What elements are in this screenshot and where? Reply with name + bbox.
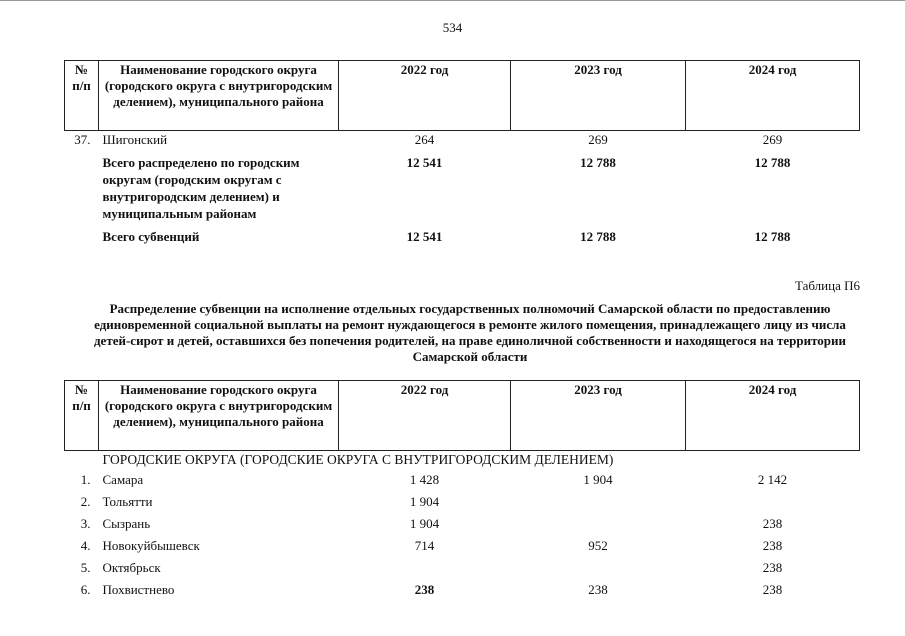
row-number: 3. bbox=[80, 516, 91, 531]
value-2024: 2 142 bbox=[757, 472, 788, 487]
col-header-number: № п/п bbox=[65, 61, 99, 131]
table-header-row bbox=[65, 381, 860, 451]
section-spacer bbox=[65, 451, 99, 469]
value-2023: 238 bbox=[588, 582, 608, 597]
table-row-total-subventions bbox=[65, 222, 860, 245]
value-2022: 1 904 bbox=[409, 516, 440, 531]
table-row bbox=[65, 488, 860, 510]
row-number: 37. bbox=[74, 132, 91, 147]
value-2023: 269 bbox=[588, 132, 608, 147]
row-name: Похвистнево bbox=[102, 582, 175, 597]
row-name: Тольятти bbox=[102, 494, 153, 509]
table-row bbox=[65, 131, 860, 149]
table-header-row bbox=[65, 61, 860, 131]
table-row bbox=[65, 532, 860, 554]
value-2024: 238 bbox=[762, 582, 783, 597]
table-caption: Таблица П6 bbox=[795, 278, 860, 293]
col-header-2024: 2024 год bbox=[686, 381, 860, 451]
subvention-table-1 bbox=[64, 60, 860, 245]
value-2023: 12 788 bbox=[580, 155, 616, 170]
col-header-2022: 2022 год bbox=[339, 61, 511, 131]
value-2024: 238 bbox=[762, 516, 783, 531]
row-number: 1. bbox=[80, 472, 91, 487]
col-header-name: Наименование городского округа (городского округа с внутригородским делением), муниципального района bbox=[99, 61, 339, 131]
col-header-number: № п/п bbox=[65, 381, 99, 451]
col-header-2023: 2023 год bbox=[511, 61, 686, 131]
row-name: Шигонский bbox=[102, 132, 168, 147]
row-number: 6. bbox=[80, 582, 91, 597]
value-2023 bbox=[511, 554, 686, 576]
value-2024: 269 bbox=[762, 132, 783, 147]
value-2022: 238 bbox=[414, 582, 435, 597]
row-number: 4. bbox=[80, 538, 91, 553]
row-number bbox=[65, 148, 99, 222]
col-header-name: Наименование городского округа (городского округа с внутригородским делением), муниципального района bbox=[99, 381, 339, 451]
value-2022: 264 bbox=[414, 132, 435, 147]
value-2022 bbox=[339, 554, 511, 576]
subvention-table-2 bbox=[64, 380, 860, 598]
value-2023 bbox=[511, 488, 686, 510]
top-border-line bbox=[0, 0, 905, 1]
value-2022: 1 904 bbox=[409, 494, 440, 509]
page-number: 534 bbox=[442, 20, 463, 35]
col-header-2024: 2024 год bbox=[686, 61, 860, 131]
table-row bbox=[65, 468, 860, 488]
value-2022: 12 541 bbox=[406, 155, 443, 170]
value-2023: 1 904 bbox=[583, 472, 613, 487]
value-2024: 238 bbox=[762, 538, 783, 553]
value-2023 bbox=[511, 510, 686, 532]
table-row-total-distributed bbox=[65, 148, 860, 222]
col-header-2022: 2022 год bbox=[339, 381, 511, 451]
value-2023: 952 bbox=[588, 538, 608, 553]
row-name: Всего распределено по городским округам (городским округам с внутригородским делением) и муниципальным районам bbox=[102, 155, 300, 221]
row-name: Самара bbox=[102, 472, 144, 487]
table-row bbox=[65, 510, 860, 532]
value-2022: 12 541 bbox=[406, 229, 443, 244]
row-name: Октябрьск bbox=[102, 560, 161, 575]
value-2022: 1 428 bbox=[409, 472, 440, 487]
row-number bbox=[65, 222, 99, 245]
table-row bbox=[65, 554, 860, 576]
row-name: Сызрань bbox=[102, 516, 151, 531]
value-2022: 714 bbox=[414, 538, 435, 553]
row-name: Всего субвенций bbox=[102, 229, 200, 244]
table-row bbox=[65, 576, 860, 598]
value-2023: 12 788 bbox=[580, 229, 616, 244]
row-name: Новокуйбышевск bbox=[102, 538, 200, 553]
value-2024: 12 788 bbox=[754, 155, 791, 170]
value-2024 bbox=[686, 488, 860, 510]
col-header-2023: 2023 год bbox=[511, 381, 686, 451]
value-2024: 238 bbox=[762, 560, 783, 575]
row-number: 2. bbox=[80, 494, 91, 509]
section-row bbox=[65, 451, 860, 469]
value-2024: 12 788 bbox=[754, 229, 791, 244]
row-number: 5. bbox=[80, 560, 91, 575]
section-heading: ГОРОДСКИЕ ОКРУГА (ГОРОДСКИЕ ОКРУГА С ВНУТРИГОРОДСКИМ ДЕЛЕНИЕМ) bbox=[102, 452, 614, 467]
table-title: Распределение субвенции на исполнение отдельных государственных полномочий Самарской области по предоставлению единовременной социальной выплаты на ремонт нуждающегося в ремонте жилого помещения, принадлежащего лицу из числа детей-сирот и детей, оставшихся без попечения родителей, на праве единоличной собственности и находящегося на территории Самарской области bbox=[93, 301, 847, 364]
